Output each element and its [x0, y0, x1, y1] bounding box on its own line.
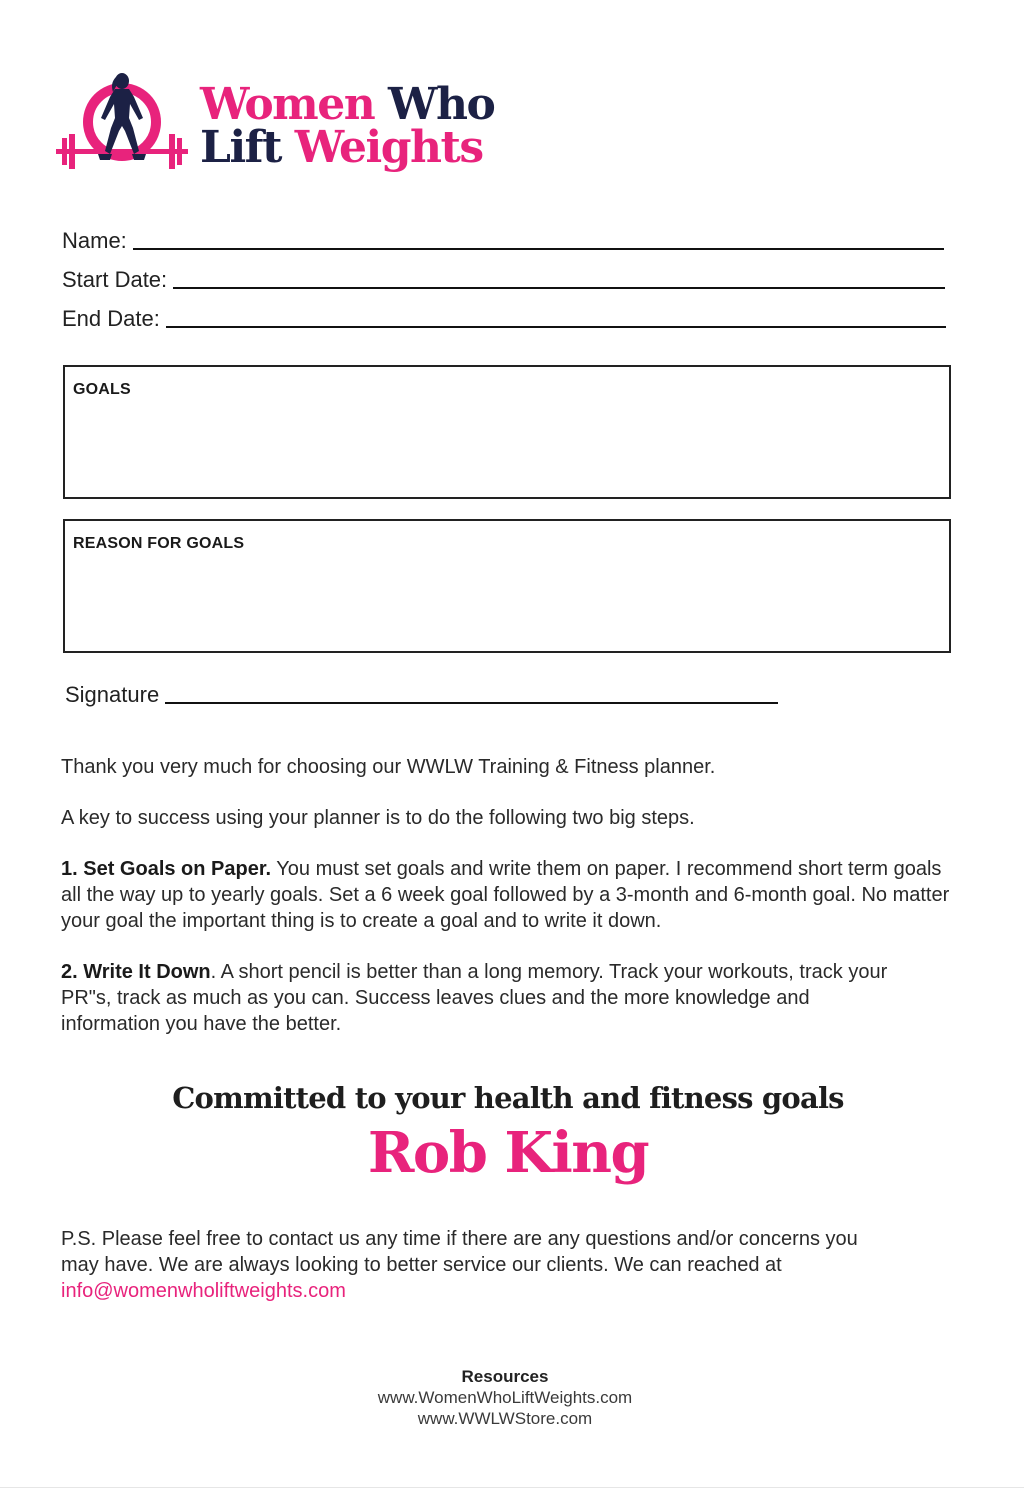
reason-for-goals-box[interactable] — [63, 519, 951, 653]
logo-word-weights: Weights — [294, 122, 483, 173]
logo-word-who: Who — [388, 79, 495, 130]
start-date-label: Start Date: — [62, 267, 168, 292]
resource-link-wwlw-site[interactable]: www.WomenWhoLiftWeights.com — [377, 1388, 633, 1407]
logo-word-women: Women — [200, 79, 375, 130]
signature-label: Signature — [65, 682, 160, 707]
commitment-heading: Committed to your health and fitness goals — [172, 1081, 844, 1115]
signature-field[interactable] — [65, 682, 778, 708]
step-1-paragraph — [61, 856, 951, 934]
logo-wordmark — [200, 79, 495, 173]
step-2-body: . A short pencil is better than a long memory. Track your workouts, track your PR"s, track as much as you can. Success leaves clues and the more knowledge and information you have the better. — [61, 961, 888, 1035]
end-date-field[interactable] — [62, 306, 946, 332]
step-2-title: 2. Write It Down — [61, 961, 211, 983]
resource-link-wwlw-store[interactable]: www.WWLWStore.com — [417, 1409, 593, 1428]
end-date-label: End Date: — [62, 306, 160, 331]
page-bottom-divider — [0, 1487, 1024, 1488]
ps-text: P.S. Please feel free to contact us any time if there are any questions and/or concerns you may have. We are always looking to better service our clients. We can reached at — [61, 1228, 858, 1276]
step-2-paragraph — [61, 959, 911, 1037]
resources-section — [0, 1366, 1010, 1429]
logo-word-lift: Lift — [200, 122, 281, 173]
name-field[interactable] — [62, 228, 944, 254]
goals-box[interactable] — [63, 365, 951, 499]
contact-email-link[interactable]: info@womenwholiftweights.com — [61, 1280, 346, 1302]
brand-logo — [54, 70, 514, 180]
goals-title: GOALS — [73, 381, 131, 398]
weightlifter-emblem-icon — [54, 70, 190, 170]
start-date-input-line[interactable] — [173, 267, 945, 289]
step-1-title: 1. Set Goals on Paper. — [61, 858, 272, 880]
step-1-body: You must set goals and write them on paper. I recommend short term goals all the way up to yearly goals. Set a 6 week goal followed by a 3-month and 6-month goal. No matter your goal the important thing is to create a goal and to write it down. — [61, 858, 950, 932]
end-date-input-line[interactable] — [166, 306, 946, 328]
ps-paragraph — [61, 1226, 891, 1304]
signature-input-line[interactable] — [165, 682, 778, 704]
start-date-field[interactable] — [62, 267, 945, 293]
reason-for-goals-title: REASON FOR GOALS — [73, 535, 245, 552]
resources-title: Resources — [461, 1367, 549, 1386]
thank-you-paragraph: Thank you very much for choosing our WWLW Training & Fitness planner. — [61, 756, 716, 778]
name-label: Name: — [62, 228, 127, 253]
key-intro-paragraph: A key to success using your planner is to do the following two big steps. — [61, 807, 695, 829]
signer-name: Rob King — [367, 1120, 649, 1186]
name-input-line[interactable] — [133, 228, 944, 250]
